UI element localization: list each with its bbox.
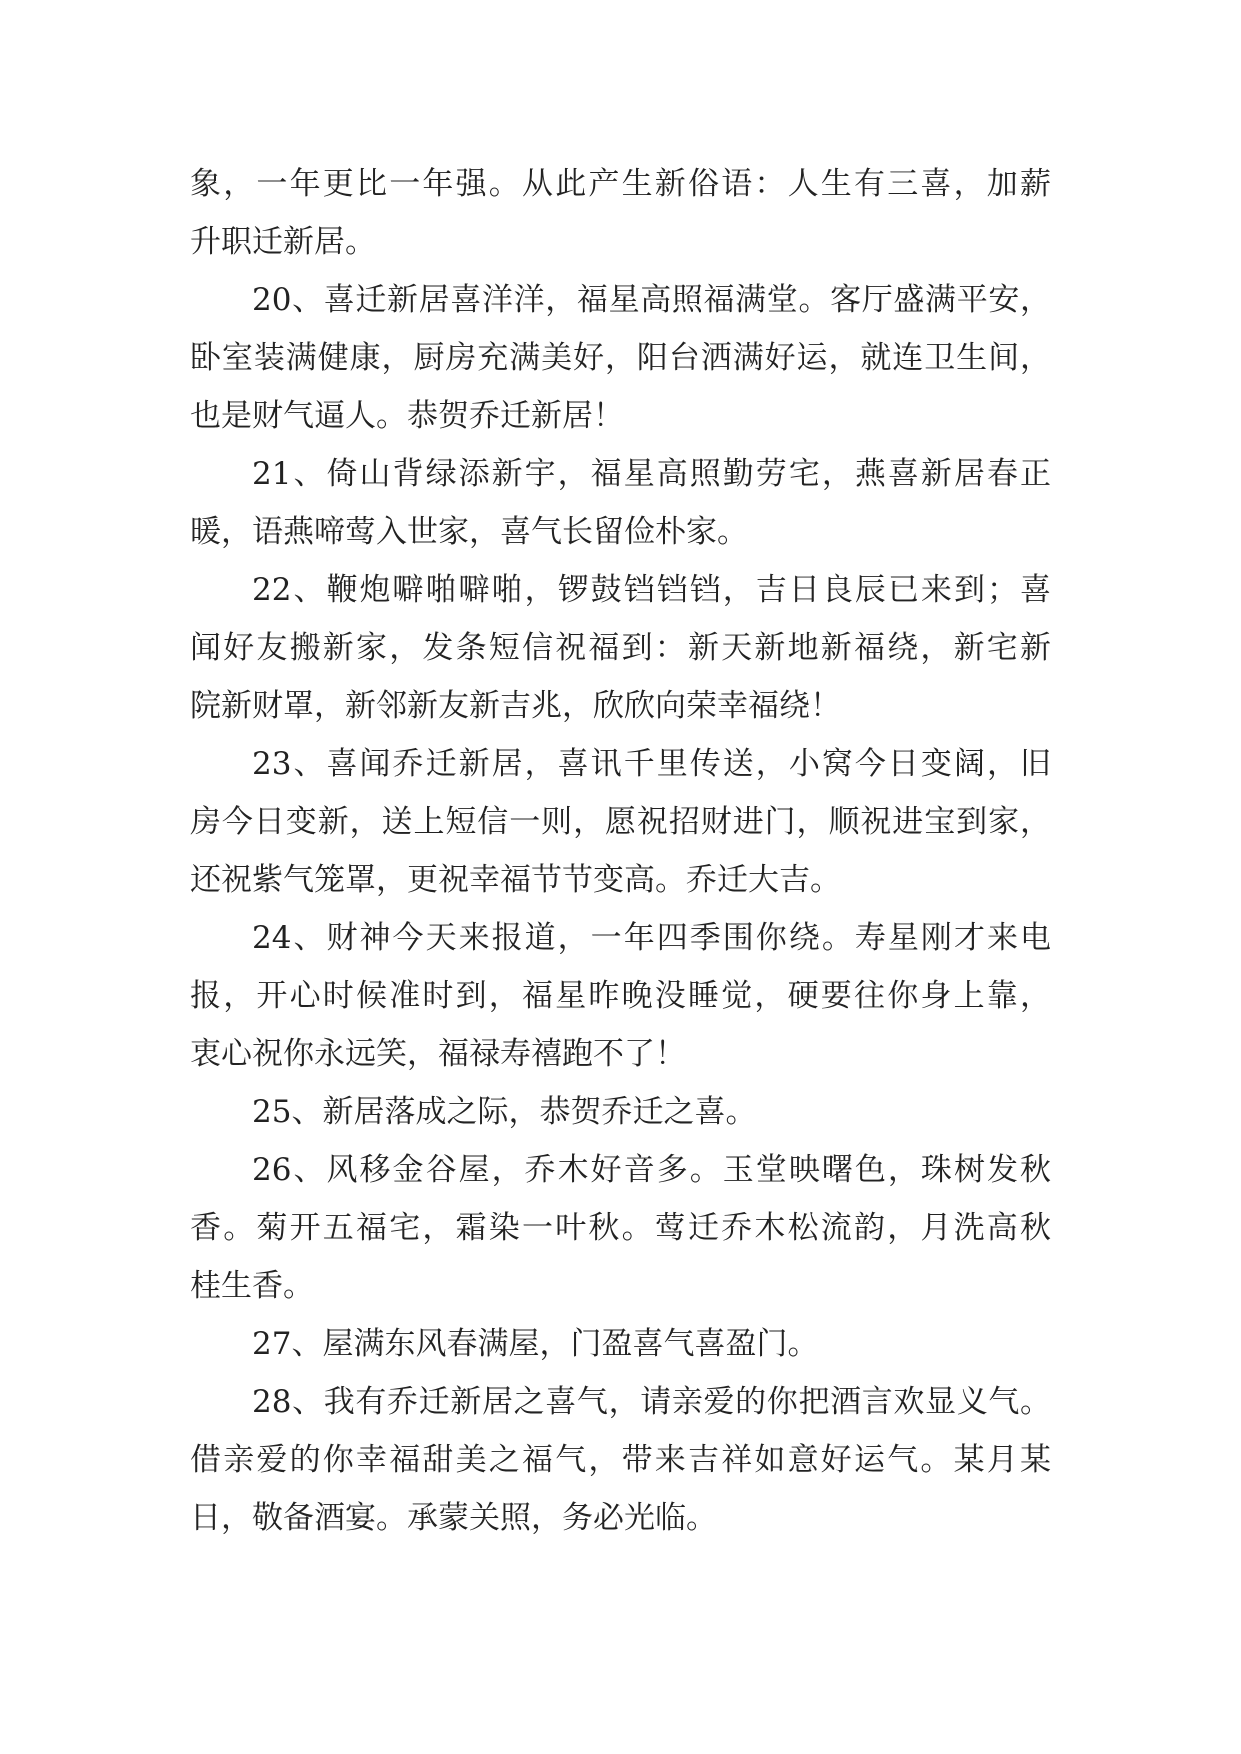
paragraph-27 xyxy=(190,1315,1051,1373)
paragraph-continuation xyxy=(190,155,1051,271)
text-line: 24、财神今天来报道，一年四季围你绕。寿星刚才来电 xyxy=(252,920,1051,956)
text-line: 院新财罩，新邻新友新吉兆，欣欣向荣幸福绕！ xyxy=(190,688,841,724)
text-line: 闻好友搬新家，发条短信祝福到：新天新地新福绕，新宅新 xyxy=(190,630,1051,666)
text-line: 日，敬备酒宴。承蒙关照，务必光临。 xyxy=(190,1500,717,1536)
text-line: 23、喜闻乔迁新居，喜讯千里传送，小窝今日变阔，旧 xyxy=(252,746,1051,782)
text-line: 27、屋满东风春满屋，门盈喜气喜盈门。 xyxy=(252,1326,819,1362)
text-line: 暖，语燕啼莺入世家，喜气长留俭朴家。 xyxy=(190,514,748,550)
text-line: 25、新居落成之际，恭贺乔迁之喜。 xyxy=(252,1094,757,1130)
text-line: 也是财气逼人。恭贺乔迁新居！ xyxy=(190,398,624,434)
paragraph-26 xyxy=(190,1141,1051,1315)
paragraph-25 xyxy=(190,1083,1051,1141)
paragraph-28 xyxy=(190,1373,1051,1547)
paragraph-20 xyxy=(190,271,1051,445)
text-line: 卧室装满健康，厨房充满美好，阳台洒满好运，就连卫生间， xyxy=(190,340,1051,376)
text-line: 象，一年更比一年强。从此产生新俗语：人生有三喜，加薪 xyxy=(190,166,1051,202)
text-line: 房今日变新，送上短信一则，愿祝招财进门，顺祝进宝到家， xyxy=(190,804,1051,840)
text-line: 还祝紫气笼罩，更祝幸福节节变高。乔迁大吉。 xyxy=(190,862,841,898)
text-line: 28、我有乔迁新居之喜气，请亲爱的你把酒言欢显义气。 xyxy=(252,1384,1051,1420)
text-line: 22、鞭炮噼啪噼啪，锣鼓铛铛铛，吉日良辰已来到；喜 xyxy=(252,572,1051,608)
text-line: 20、喜迁新居喜洋洋，福星高照福满堂。客厅盛满平安， xyxy=(252,282,1051,318)
text-line: 借亲爱的你幸福甜美之福气，带来吉祥如意好运气。某月某 xyxy=(190,1442,1051,1478)
text-line: 26、风移金谷屋，乔木好音多。玉堂映曙色，珠树发秋 xyxy=(252,1152,1051,1188)
text-line: 衷心祝你永远笑，福禄寿禧跑不了！ xyxy=(190,1036,686,1072)
paragraph-23 xyxy=(190,735,1051,909)
text-line: 报，开心时候准时到，福星昨晚没睡觉，硬要往你身上靠， xyxy=(190,978,1051,1014)
paragraph-21 xyxy=(190,445,1051,561)
text-line: 香。菊开五福宅，霜染一叶秋。莺迁乔木松流韵，月洗高秋 xyxy=(190,1210,1051,1246)
paragraph-24 xyxy=(190,909,1051,1083)
text-line: 21、倚山背绿添新宇，福星高照勤劳宅，燕喜新居春正 xyxy=(252,456,1051,492)
paragraph-22 xyxy=(190,561,1051,735)
text-line: 桂生香。 xyxy=(190,1268,314,1304)
document-body xyxy=(190,155,1051,1547)
text-line: 升职迁新居。 xyxy=(190,224,376,260)
